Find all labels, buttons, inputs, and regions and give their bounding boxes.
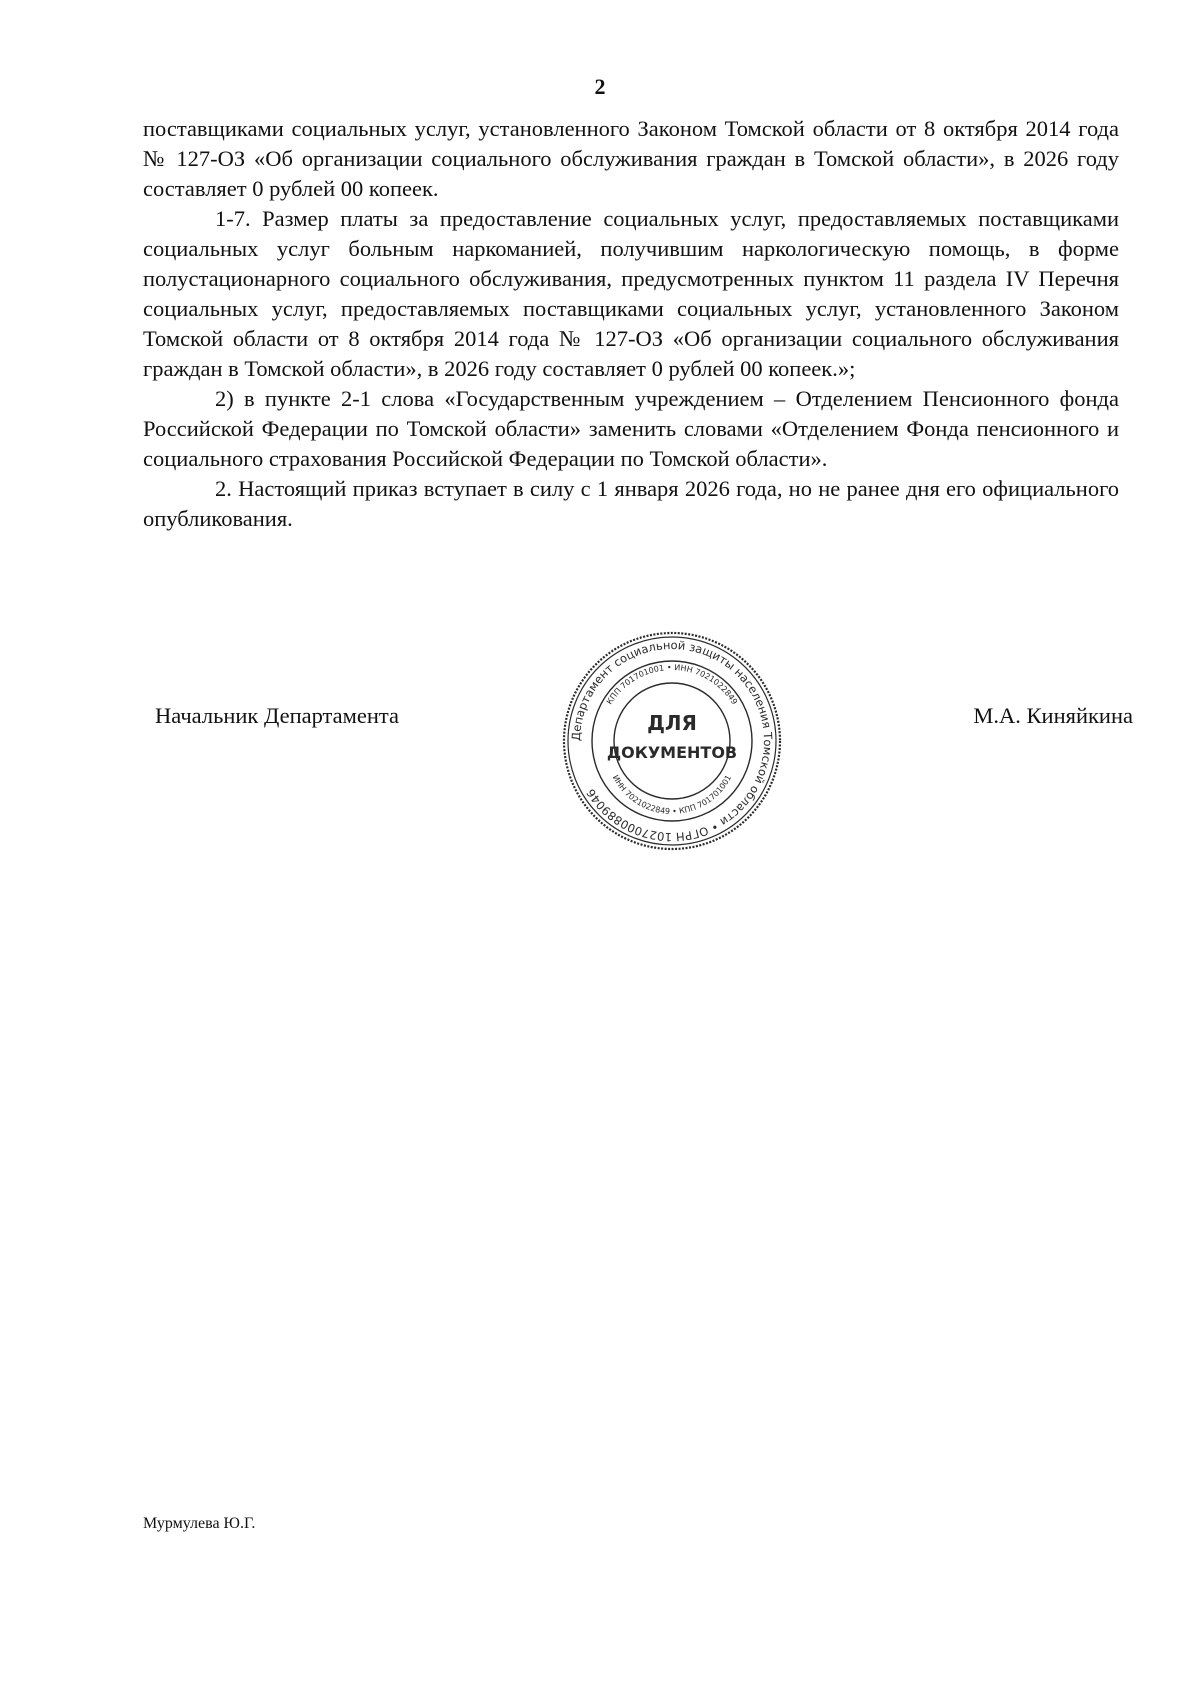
paragraph: 2) в пункте 2-1 слова «Государственным учреждением – Отделением Пенсионного фонда Российской Федерации по Томской области» заменить словами «Отделением Фонда пенсионного и социального страхования Российской Федерации по Томской области». xyxy=(143,386,1119,471)
seal-center-line-2: ДОКУМЕНТОВ xyxy=(606,743,738,762)
paragraph: 1-7. Размер платы за предоставление социальных услуг, предоставляемых поставщиками социальных услуг больным наркоманией, получившим наркологическую помощь, в форме полустационарного социального обслуживания, предусмотренных пунктом 11 раздела IV Перечня социальных услуг, предоставляемых поставщиками социальных услуг, установленного Законом Томской области от 8 октября 2014 года № 127-ОЗ «Об организации социального обслуживания граждан в Томской области», в 2026 году составляет 0 рублей 00 копеек.»; xyxy=(143,206,1119,381)
seal-graphic xyxy=(561,630,783,852)
seal-inner-top-text: КПП 701701001 • ИНН 7021022849 xyxy=(604,662,740,707)
paragraph: 2. Настоящий приказ вступает в силу с 1 января 2026 года, но не ранее дня его официального опубликования. xyxy=(143,476,1119,531)
executor-name: Мурмулева Ю.Г. xyxy=(143,1515,256,1532)
seal-outer-text: Департамент социальной защиты населения Томской области • ОГРН 1027000889046 xyxy=(568,637,776,845)
paragraph: поставщиками социальных услуг, установленного Законом Томской области от 8 октября 2014 года № 127-ОЗ «Об организации социального обслуживания граждан в Томской области», в 2026 году составляет 0 рублей 00 копеек. xyxy=(143,116,1119,201)
document-body xyxy=(143,114,1119,534)
signatory-name: М.А. Киняйкина xyxy=(973,703,1133,728)
page-number: 2 xyxy=(594,74,606,99)
seal-inner-bottom-text: ИНН 7021022849 • КПП 701701001 xyxy=(610,773,734,817)
signatory-position: Начальник Департамента xyxy=(155,703,400,728)
official-seal xyxy=(561,630,783,852)
seal-center-line-1: ДЛЯ xyxy=(647,711,697,735)
